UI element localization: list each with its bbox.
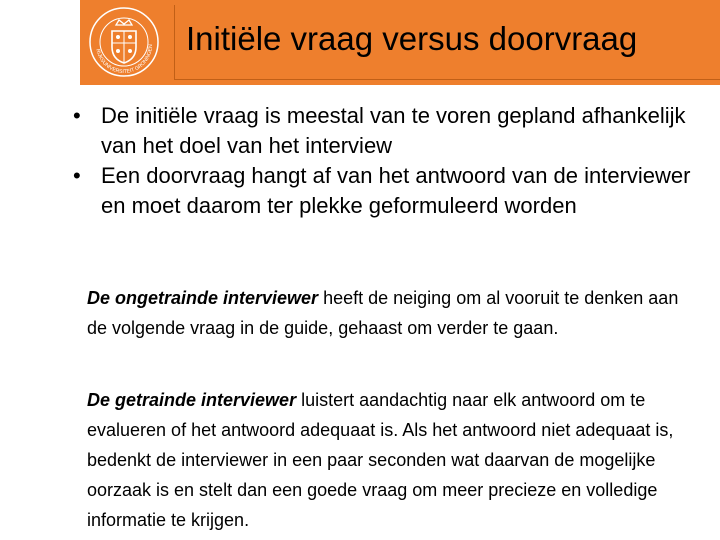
paragraph-untrained-interviewer [87, 283, 697, 343]
bullet-list [73, 101, 713, 221]
paragraph-text: heeft de neiging om al vooruit te denken aan de volgende vraag in de guide, gehaast om verder te gaan. [87, 288, 679, 338]
paragraph-lead: De getrainde interviewer [87, 390, 297, 410]
header-banner [80, 0, 720, 85]
svg-text:RIJKSUNIVERSITEIT GRONINGEN: RIJKSUNIVERSITEIT GRONINGEN [94, 44, 155, 76]
university-seal-icon [83, 3, 165, 82]
bullet-item: • Een doorvraag hangt af van het antwoord van de interviewer en moet daarom ter plekke geformuleerd worden [73, 161, 713, 221]
paragraph-text: luistert aandachtig naar elk antwoord om te evalueren of het antwoord adequaat is. Als het antwoord niet adequaat is, bedenkt de interviewer in een paar seconden wat daarvan de mogelijke oorzaak is en stelt dan een goede vraag om meer precieze en volledige informatie te krijgen. [87, 390, 674, 530]
bullet-item: • De initiële vraag is meestal van te voren gepland afhankelijk van het doel van het interview [73, 101, 713, 161]
paragraph-trained-interviewer [87, 385, 697, 535]
page-title: Initiële vraag versus doorvraag [186, 20, 638, 57]
paragraph-lead: De ongetrainde interviewer [87, 288, 319, 308]
